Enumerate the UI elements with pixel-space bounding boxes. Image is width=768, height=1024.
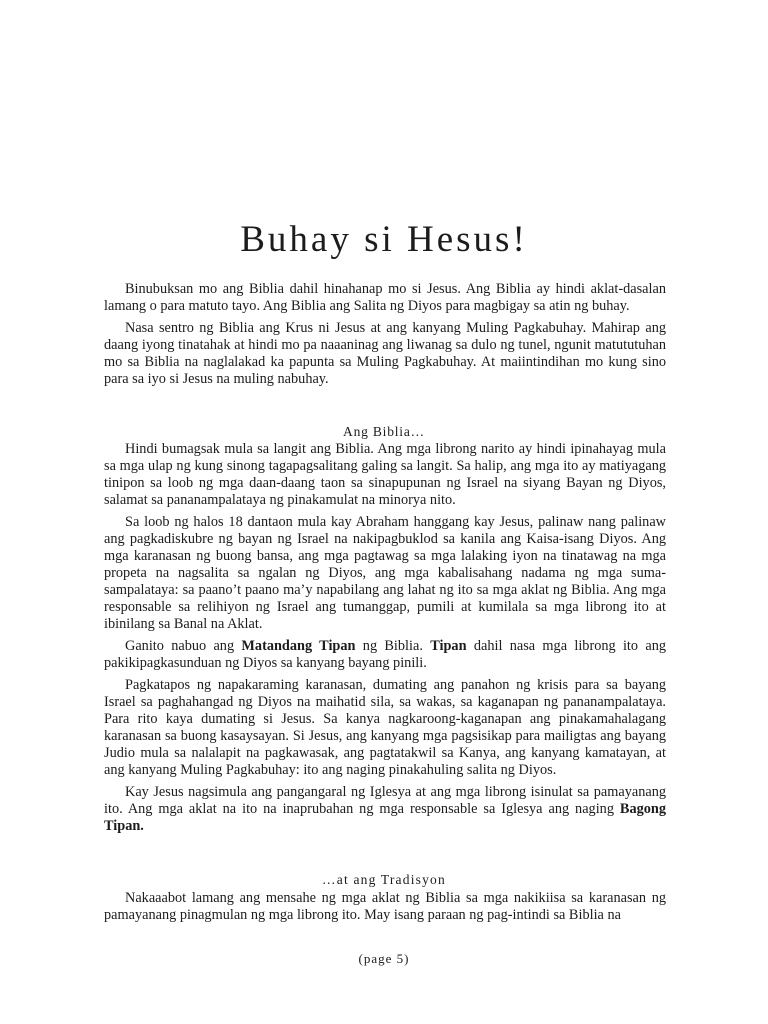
section-heading-tradisyon: …at ang Tradisyon [322,872,446,887]
page-title: Buhay si Hesus! [240,219,528,260]
paragraph-text: Ganito nabuo ang [125,638,242,654]
bold-term-tipan: Tipan [430,638,467,654]
biblia-paragraph-4: Pagkatapos ng napakaraming karanasan, dumating ang panahon ng krisis para sa bayang Israel sa paghahangad ng Diyos na maihatid sila, sa wakas, sa kaganapan ng pananampalataya. Para rito kaya dumating si Jesus. Sa kanya nagkaroong-kaganapan ang pinakamahalagang karanasan sa buong kasaysayan. Si Jesus, ang kanyang mga pagsisikap para mailigtas ang bayang Judio mula sa nalalapit na pagkawasak, ang pagtatakwil sa Kanya, ang kanyang kamatayan, at ang kanyang Muling Pagkabuhay: ito ang naging pinakahuling salita ng Diyos. [104,677,666,778]
tradisyon-section [104,890,666,929]
page-number: (page 5) [358,951,410,966]
bold-term-bagong-tipan: Bagong Tipan. [104,801,666,834]
paragraph-text: dahil nasa mga librong ito ang pakikipagkasunduan ng Diyos sa kanyang bayang pinili. [104,638,667,671]
biblia-paragraph-5 [104,784,666,835]
tradisyon-paragraph-1: Nakaaabot lamang ang mensahe ng mga aklat ng Biblia sa mga nakikiisa sa karanasan ng pamayanang pinagmulan ng mga librong ito. May isang paraan ng pag-intindi sa Biblia na [104,890,666,923]
biblia-section [104,441,666,840]
bold-term-matandang-tipan: Matandang Tipan [241,638,356,654]
paragraph-text: Kay Jesus nagsimula ang pangangaral ng Iglesya at ang mga librong isinulat sa pamayanang ito. Ang mga aklat na ito na inaprubahan ng mga responsable sa Iglesya ang naging [104,784,666,817]
intro-paragraph-2: Nasa sentro ng Biblia ang Krus ni Jesus at ang kanyang Muling Pagkabuhay. Mahirap ang daang iyong tinatahak at hindi mo pa naaaninag ang liwanag sa dulo ng tunel, ngunit matututuhan mo sa Biblia na naglalakad ka papunta sa Muling Pagkabuhay. At maiintindihan mo kung sino para sa iyo si Jesus na muling nabuhay. [104,320,666,387]
paragraph-text: ng Biblia. [355,638,431,654]
biblia-paragraph-3 [104,638,666,672]
biblia-paragraph-2: Sa loob ng halos 18 dantaon mula kay Abraham hanggang kay Jesus, palinaw nang palinaw ang pagkadiskubre ng bayan ng Israel na nakipagbuklod sa kanila ang Kaisa-isang Diyos. Ang mga karanasan ng buong bansa, ang mga pagtawag sa mga lalaking iyon na tinatawag na mga propeta na nagsalita sa ngalan ng Diyos, ang mga kabalisahang nadama ng mga suma-sampalataya: sa paano’t paano ma’y napabilang ang lahat ng ito sa mga aklat ng Biblia. Ang mga responsable sa relihiyon ng Israel ang tumanggap, pumili at kumilala sa mga librong ito at ibinilang sa Banal na Aklat. [104,514,666,632]
intro-section [104,281,666,393]
intro-paragraph-1: Binubuksan mo ang Biblia dahil hinahanap mo si Jesus. Ang Biblia ay hindi aklat-dasalan lamang o para matuto tayo. Ang Biblia ang Salita ng Diyos para magbigay sa atin ng buhay. [104,281,666,314]
biblia-paragraph-1: Hindi bumagsak mula sa langit ang Biblia. Ang mga librong narito ay hindi ipinahayag mula sa mga ulap ng kung sinong tagapagsalitang galing sa langit. Sa halip, ang mga ito ay matiyagang tinipon sa loob ng mga daan-daang taon sa sinapupunan ng Israel na siyang Bayan ng Diyos, salamat sa pananampalataya ng pinakamulat na minorya nito. [104,441,666,508]
section-heading-biblia: Ang Biblia… [343,424,425,439]
